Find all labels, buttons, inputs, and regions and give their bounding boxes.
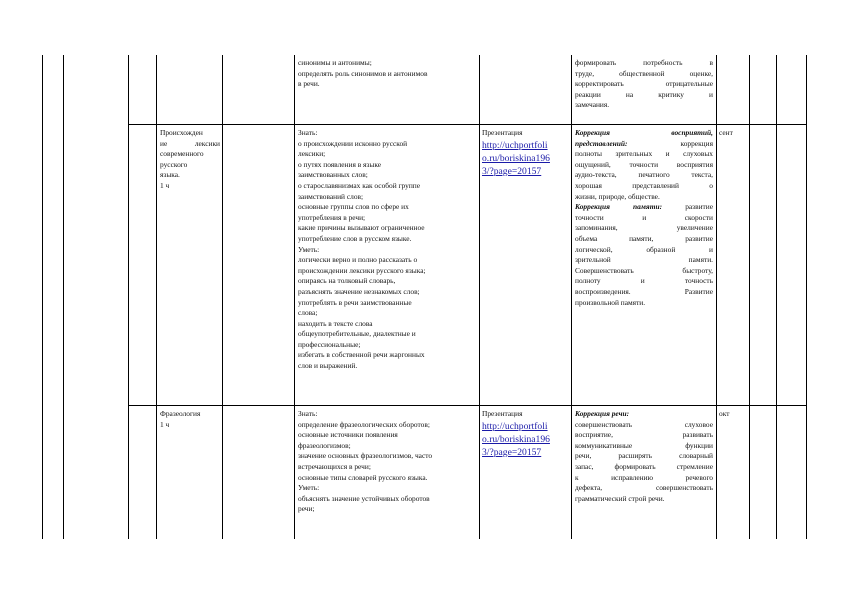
content-line: заимствованных слов; bbox=[298, 170, 368, 180]
topic-line: 1 ч bbox=[160, 180, 170, 190]
column-border bbox=[42, 55, 43, 539]
content-line: синонимы и антонимы; bbox=[298, 58, 372, 67]
content-line: какие причины вызывают ограниченное bbox=[298, 223, 425, 233]
column-border bbox=[128, 55, 129, 539]
date-label: окт bbox=[719, 409, 730, 418]
correction-line: хорошая представлений о bbox=[575, 180, 713, 190]
row0-content-cell bbox=[298, 58, 476, 90]
correction-line: восприятие, развивать bbox=[575, 430, 713, 440]
correction-line bbox=[575, 409, 713, 420]
correction-line: зрительной памяти. bbox=[575, 255, 713, 265]
content-line: избегать в собственной речи жаргонных bbox=[298, 350, 425, 360]
content-line: употребления в речи; bbox=[298, 212, 366, 222]
row-border bbox=[128, 124, 806, 125]
correction-text: развитие bbox=[662, 202, 713, 212]
content-line: Знать: bbox=[298, 409, 318, 418]
column-border bbox=[571, 55, 572, 539]
content-line: общеупотребительные, диалектные и bbox=[298, 329, 416, 339]
content-line: в речи. bbox=[298, 79, 320, 89]
column-border bbox=[294, 55, 295, 539]
correction-heading: Коррекция восприятий, bbox=[575, 128, 713, 137]
content-line: профессиональные; bbox=[298, 339, 361, 349]
content-line: слова; bbox=[298, 308, 318, 318]
content-line: объяснять значение устойчивых оборотов bbox=[298, 493, 430, 503]
column-border bbox=[222, 55, 223, 539]
content-line: определять роль синонимов и антонимов bbox=[298, 68, 428, 78]
content-line: определение фразеологических оборотов; bbox=[298, 419, 430, 429]
correction-line: корректировать отрицательные bbox=[575, 79, 713, 89]
presentation-link[interactable]: http://uchportfoli bbox=[482, 420, 548, 432]
row2-topic-cell bbox=[160, 409, 220, 430]
topic-line: современного bbox=[160, 149, 204, 159]
correction-line: запоминания, увеличение bbox=[575, 223, 713, 233]
row2-date-cell bbox=[719, 409, 747, 420]
correction-line: ощущений, точности восприятия bbox=[575, 159, 713, 169]
correction-line: полноту и точность bbox=[575, 276, 713, 286]
topic-line: 1 ч bbox=[160, 419, 170, 429]
resource-label: Презентация bbox=[482, 128, 523, 137]
row-border bbox=[128, 405, 806, 406]
content-line: опираясь на толковый словарь, bbox=[298, 276, 396, 286]
resource-label: Презентация bbox=[482, 409, 523, 418]
row1-correction-cell bbox=[575, 128, 713, 308]
content-line: разъяснять значение незнакомых слов; bbox=[298, 286, 420, 296]
content-line: о путях появления в языке bbox=[298, 159, 382, 169]
correction-line: речи, расширять словарный bbox=[575, 451, 713, 461]
content-line: Знать: bbox=[298, 128, 318, 137]
correction-line: формировать потребность в bbox=[575, 58, 713, 67]
content-line: лексики; bbox=[298, 149, 326, 159]
correction-heading: представлений: bbox=[575, 138, 628, 148]
content-line: употреблять в речи заимствованные bbox=[298, 297, 412, 307]
presentation-link[interactable]: o.ru/boriskina196 bbox=[482, 433, 550, 445]
correction-line: аудио-текста, печатного текста, bbox=[575, 170, 713, 180]
correction-line: произвольной памяти. bbox=[575, 297, 646, 307]
correction-line: дефекта, совершенствовать bbox=[575, 483, 713, 493]
content-line: заимствований слов; bbox=[298, 191, 364, 201]
column-border bbox=[749, 55, 750, 539]
correction-line: объема памяти, развитие bbox=[575, 233, 713, 243]
correction-line: Совершенствовать быстроту, bbox=[575, 265, 713, 275]
content-line: встречающихся в речи; bbox=[298, 461, 371, 471]
correction-line bbox=[575, 202, 713, 213]
correction-line: точности и скорости bbox=[575, 212, 713, 222]
row2-resource-cell bbox=[482, 409, 570, 459]
correction-line: воспроизведения. Развитие bbox=[575, 286, 713, 296]
presentation-link[interactable]: o.ru/boriskina196 bbox=[482, 152, 550, 164]
correction-heading: Коррекция памяти: bbox=[575, 202, 663, 212]
content-line: находить в тексте слова bbox=[298, 318, 373, 328]
column-border bbox=[63, 55, 64, 539]
correction-line: полноты зрительных и слуховых bbox=[575, 149, 713, 159]
column-border bbox=[156, 55, 157, 539]
content-line: употребление слов в русском языке. bbox=[298, 233, 412, 243]
row1-content-cell bbox=[298, 128, 476, 372]
row2-correction-cell bbox=[575, 409, 713, 504]
column-border bbox=[479, 55, 480, 539]
content-line: фразеологизмов; bbox=[298, 440, 351, 450]
correction-line: логической, образной и bbox=[575, 244, 713, 254]
topic-line: Фразеология bbox=[160, 409, 201, 418]
date-label: сент bbox=[719, 128, 733, 137]
content-line: значение основных фразеологизмов, часто bbox=[298, 451, 433, 461]
presentation-link[interactable]: http://uchportfoli bbox=[482, 139, 548, 151]
correction-line: жизни, природе, обществе. bbox=[575, 191, 660, 201]
column-border bbox=[776, 55, 777, 539]
row2-content-cell bbox=[298, 409, 476, 515]
column-border bbox=[806, 55, 807, 539]
topic-line: ие лексики bbox=[160, 138, 220, 148]
correction-heading: Коррекция речи: bbox=[575, 409, 630, 418]
correction-line: совершенствовать слуховое bbox=[575, 419, 713, 429]
content-line: Уметь: bbox=[298, 483, 320, 493]
content-line: о происхождении исконно русской bbox=[298, 138, 408, 148]
correction-line bbox=[575, 128, 713, 139]
content-line: о старославянизмах как особой группе bbox=[298, 180, 421, 190]
row1-resource-cell bbox=[482, 128, 570, 178]
correction-text: коррекция bbox=[627, 138, 713, 148]
row1-date-cell bbox=[719, 128, 747, 139]
correction-line: реакции на критику и bbox=[575, 89, 713, 99]
topic-line: языка. bbox=[160, 170, 180, 180]
correction-line: грамматический строй речи. bbox=[575, 493, 665, 503]
row1-topic-cell bbox=[160, 128, 220, 192]
topic-line: Происхожден bbox=[160, 128, 203, 137]
content-line: слов и выражений. bbox=[298, 361, 358, 371]
presentation-link[interactable]: 3/?page=20157 bbox=[482, 166, 542, 177]
content-line: основные источники появления bbox=[298, 430, 398, 440]
content-line: Уметь: bbox=[298, 244, 320, 254]
correction-line: к исправлению речевого bbox=[575, 472, 713, 482]
content-line: логически верно и полно рассказать о bbox=[298, 255, 418, 265]
correction-line: труде, общественной оценке, bbox=[575, 68, 713, 78]
correction-line: замечания. bbox=[575, 100, 610, 110]
content-line: происхождении лексики русского языка; bbox=[298, 265, 426, 275]
topic-line: русского bbox=[160, 159, 188, 169]
correction-line bbox=[575, 139, 713, 150]
content-line: основные типы словарей русского языка. bbox=[298, 472, 428, 482]
row0-correction-cell bbox=[575, 58, 713, 111]
content-line: речи; bbox=[298, 504, 315, 514]
column-border bbox=[716, 55, 717, 539]
correction-line: коммуникативные функции bbox=[575, 440, 713, 450]
content-line: основные группы слов по сфере их bbox=[298, 202, 409, 212]
correction-line: запас, формировать стремление bbox=[575, 461, 713, 471]
presentation-link[interactable]: 3/?page=20157 bbox=[482, 447, 542, 458]
